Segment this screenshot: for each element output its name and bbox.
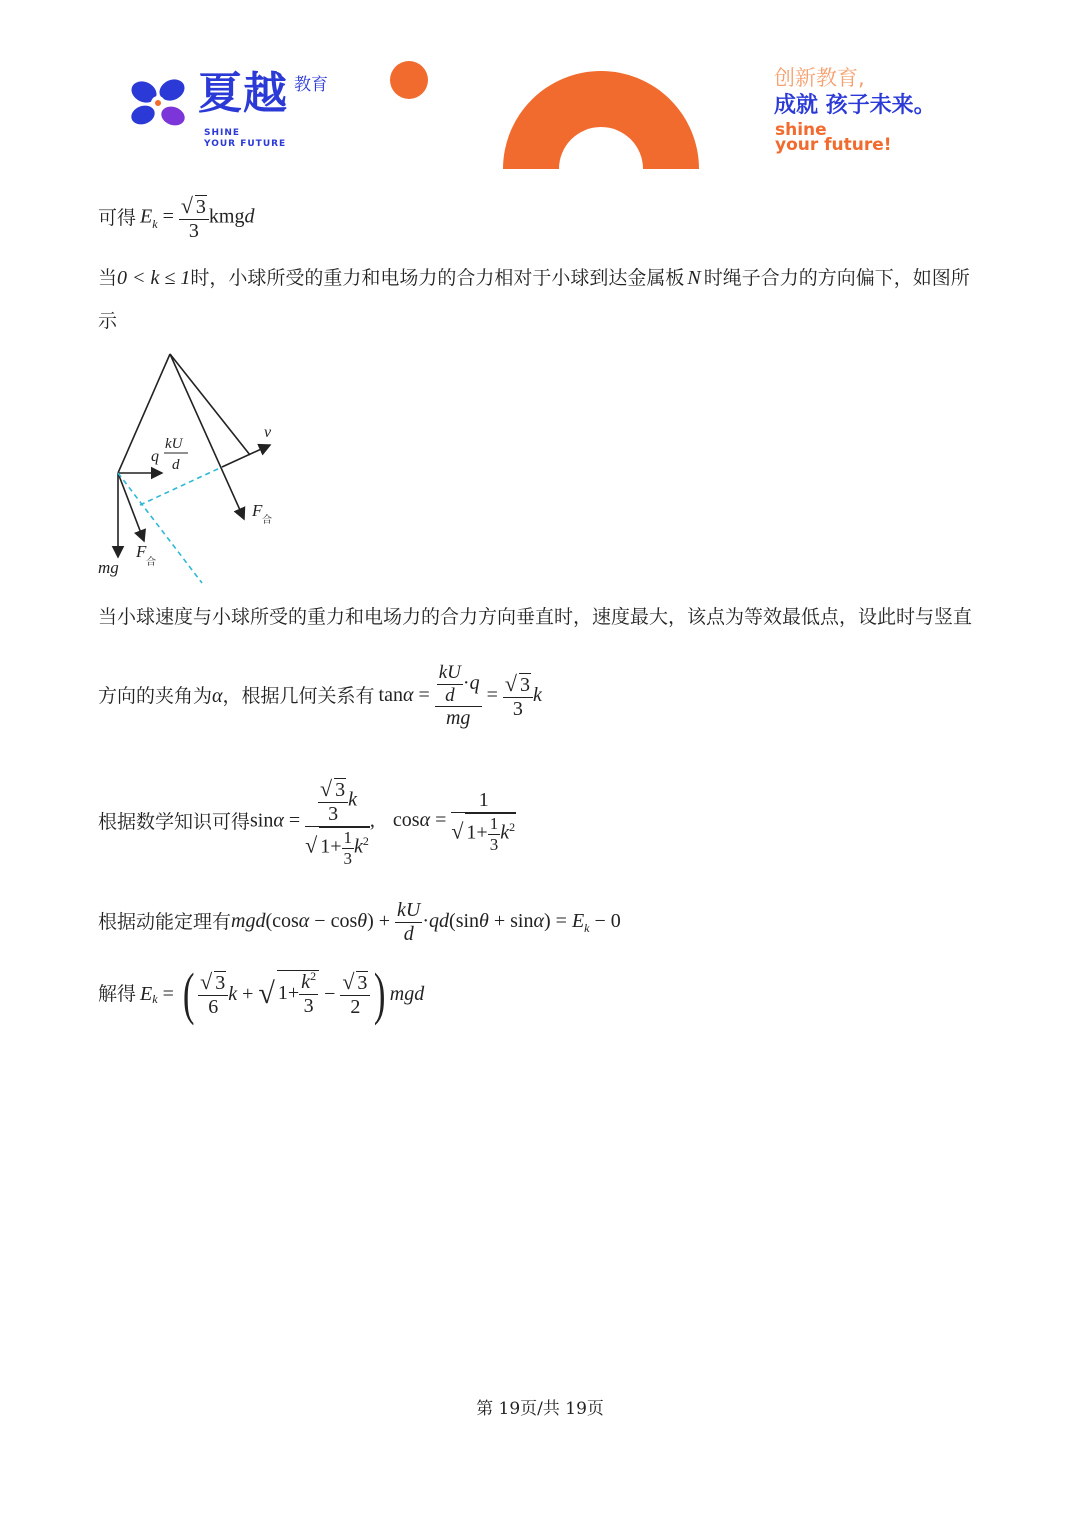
solution-line-4: 当小球速度与小球所受的重力和电场力的合力方向垂直时，速度最大，该点为等效最低点，设此时与竖直 <box>98 606 973 628</box>
plate-label: N <box>687 267 701 289</box>
brand-tag-1: SHINE <box>204 128 241 138</box>
force-diagram <box>94 345 294 590</box>
label-f-upper: F <box>252 501 263 520</box>
formula-ek-result: E k = ( $\frac{√ 3}{6}$ k + √ 1+ $\frac{k^2}{3}$ − $\frac{√ 3}{2}$ ) mgd <box>140 961 425 1026</box>
label-q: q <box>151 448 159 465</box>
page-number: 第 19页/共 19页 <box>476 1399 604 1419</box>
formula-sin-alpha: sinα = $\frac{√ 3}{3}$ k √ 1+ $\frac{1}{3}$ $k^2$ , <box>250 775 375 868</box>
formula-ek-1: $E_k$ = $\frac{√ 3}{3}$ kmgd <box>140 193 255 242</box>
dashed-extension <box>118 473 202 583</box>
solution-line-1 <box>98 188 254 248</box>
condition-k: 0 < k ≤ 1 <box>117 267 191 289</box>
solution-line-8 <box>98 958 424 1030</box>
velocity-arrow <box>222 445 270 467</box>
solution-line-2 <box>98 268 970 288</box>
label-d: d <box>172 457 180 473</box>
label-ku: kU <box>165 436 183 452</box>
decorative-arch-icon <box>503 71 699 169</box>
text-prefix: 可得 <box>98 206 137 229</box>
label-v: v <box>264 424 272 441</box>
text-segment: 时，小球所受的重力和电场力的合力相对于小球到达金属板 <box>190 267 685 289</box>
text-segment: ，根据几何关系有 <box>222 684 375 707</box>
brand-name: 夏越 <box>198 68 288 119</box>
formula-tan-alpha: tanα = $\frac{kU}{d}$ ·q mg = $\frac{√ 3}{3}$ k <box>378 661 542 730</box>
formula-cos-alpha: cosα = 1 √ 1+ $\frac{1}{3}$ $k^2$ <box>392 789 516 854</box>
solution-line-6 <box>98 764 516 880</box>
string-line-left <box>118 354 170 473</box>
solution-line-5 <box>98 655 542 737</box>
solution-line-7 <box>98 893 621 951</box>
resultant-force-lower-arrow <box>118 473 144 541</box>
decorative-dot-icon <box>389 60 429 100</box>
slogan-line-3: shine <box>775 120 827 140</box>
formula-energy-theorem: mgd(cosα − cosθ) + $\frac{kU}{d}$ $\cdot qd(\sin\theta + \sin\alpha) = E_k - 0$ <box>231 898 621 945</box>
brand-logo-icon <box>128 76 188 130</box>
slogan-line-2: 成就 孩子未来。 <box>774 93 936 118</box>
label-f-lower: F <box>136 542 147 561</box>
text-segment: 时绳子合力的方向偏下，如图所 <box>703 267 970 289</box>
label-f-lower-sub: 合 <box>146 557 156 568</box>
formula-kmg: kmg <box>208 205 245 228</box>
text-segment: 当 <box>98 267 118 289</box>
text-segment: 根据动能定理有 <box>98 910 232 933</box>
slogan-line-1: 创新教育, <box>774 66 865 90</box>
text-segment: 方向的夹角为 <box>98 684 213 707</box>
brand-tag-2: YOUR FUTURE <box>204 139 287 149</box>
alpha-symbol: α <box>212 685 223 707</box>
label-mg: mg <box>98 558 119 577</box>
text-segment: 解得 <box>98 982 137 1005</box>
text-segment: 根据数学知识可得 <box>98 810 251 833</box>
slogan-line-4: your future! <box>775 135 892 155</box>
solution-line-3: 示 <box>98 310 118 332</box>
label-f-upper-sub: 合 <box>262 515 272 526</box>
brand-suffix: 教育 <box>294 75 328 95</box>
